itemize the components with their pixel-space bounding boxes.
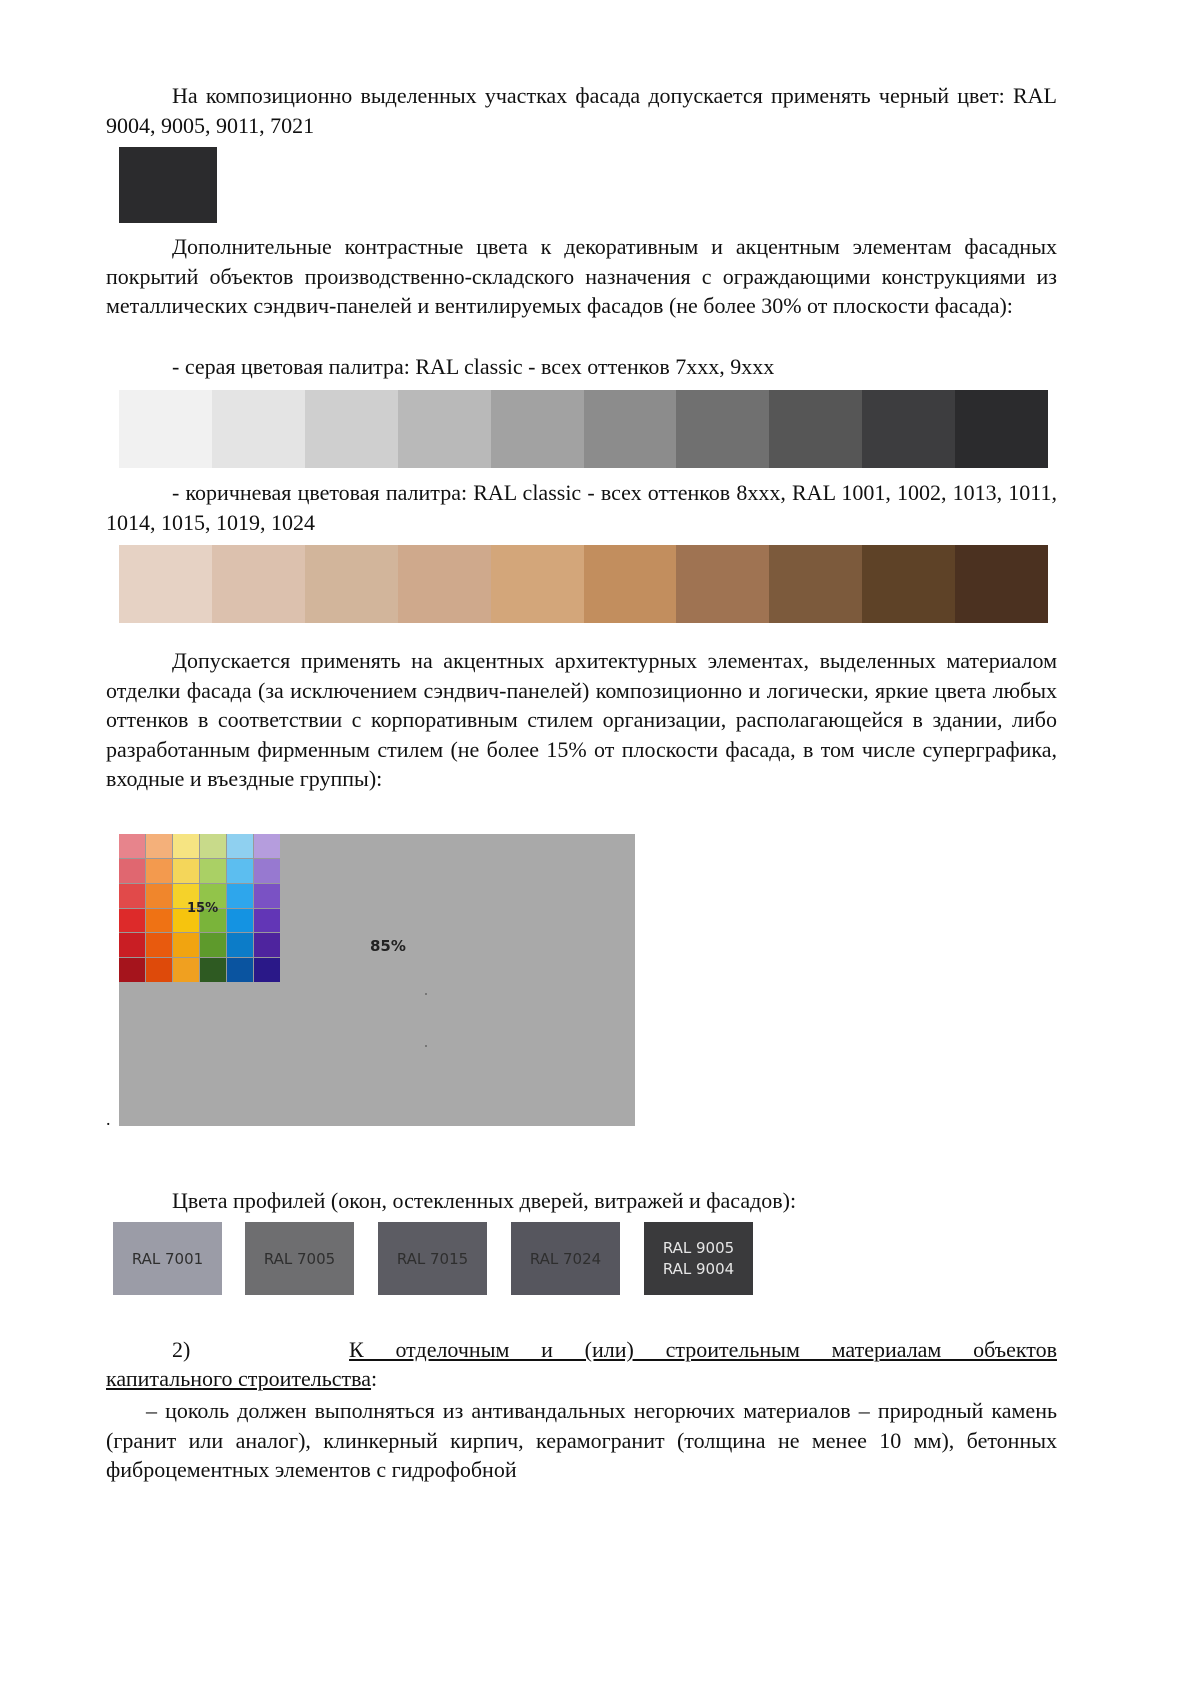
gray-palette-swatch: [212, 390, 305, 468]
stray-period: .: [106, 1109, 111, 1129]
section-heading-line2: [106, 1364, 377, 1394]
bright-color-cell: [254, 834, 280, 858]
bright-color-cell: [146, 834, 172, 858]
bright-color-cell: [146, 859, 172, 883]
paragraph-plinth: – цоколь должен выполняться из антивандальных негорючих материалов – природный камень (гранит или аналог), клинкерный кирпич, керамогранит (толщина не менее 10 мм), бетонных фиброцементных элементов с гидрофобной: [106, 1398, 1057, 1483]
gray-palette-swatch: [305, 390, 398, 468]
section-number: 2): [172, 1337, 191, 1362]
bright-color-cell: [119, 834, 145, 858]
bright-color-cell: [173, 958, 199, 982]
profile-swatch: [378, 1222, 487, 1295]
profiles-caption: Цвета профилей (окон, остекленных дверей, витражей и фасадов):: [172, 1188, 797, 1213]
paragraph-black-color: На композиционно выделенных участках фасада допускается применять черный цвет: RAL 9004, 9005, 9011, 7021: [106, 83, 1057, 138]
bright-color-cell: [146, 933, 172, 957]
gray-palette-swatch: [584, 390, 677, 468]
bright-color-cell: [119, 933, 145, 957]
bright-color-cell: [254, 933, 280, 957]
bright-color-cell: [227, 933, 253, 957]
ratio-label-small: 15%: [187, 901, 219, 916]
brown-palette-swatch: [676, 545, 769, 623]
brown-palette-swatch: [398, 545, 491, 623]
bright-color-cell: [227, 884, 253, 908]
brown-palette-swatch: [862, 545, 955, 623]
paragraph-contrast-colors: Дополнительные контрастные цвета к декоративным и акцентным элементам фасадных покрытий объектов производственно-складского назначения с ограждающими конструкциями из металлических сэндвич-панелей и вентилируемых фасадов (не более 30% от плоскости фасада):: [106, 234, 1057, 319]
section-heading-line1: [106, 1335, 1057, 1365]
bright-color-cell: [146, 958, 172, 982]
section-heading-part2: капитального строительства: [106, 1366, 372, 1391]
brown-palette-swatch: [769, 545, 862, 623]
gray-palette-swatch: [769, 390, 862, 468]
bright-color-cell: [254, 909, 280, 933]
brown-palette-caption: - коричневая цветовая палитра: RAL classic - всех оттенков 8ххх, RAL 1001, 1002, 1013, 1011, 1014, 1015, 1019, 1024: [106, 480, 1057, 535]
profile-label: RAL 7005: [263, 1249, 336, 1268]
bright-color-cell: [200, 933, 226, 957]
profile-swatch: [113, 1222, 222, 1295]
bright-color-cell: [254, 958, 280, 982]
bright-color-cell: [200, 859, 226, 883]
section-heading-part1: К отделочным и (или) строительным материалам объектов: [349, 1337, 1057, 1362]
bright-color-cell: [146, 884, 172, 908]
section-heading-colon: :: [371, 1366, 378, 1391]
bright-color-cell: [200, 834, 226, 858]
bright-color-cell: [173, 859, 199, 883]
color-ratio-diagram: [119, 834, 635, 1126]
brown-palette-swatch: [491, 545, 584, 623]
bright-color-cell: [227, 859, 253, 883]
bright-color-cell: [227, 834, 253, 858]
gray-palette-swatch: [862, 390, 955, 468]
profile-swatch: [511, 1222, 620, 1295]
gray-palette-caption: - серая цветовая палитра: RAL classic - всех оттенков 7ххх, 9ххх: [172, 354, 775, 379]
black-color-swatch: [119, 147, 217, 223]
brown-palette-swatch: [584, 545, 677, 623]
gray-palette-swatch: [955, 390, 1048, 468]
profile-colors-row: [113, 1222, 753, 1295]
bright-color-cell: [227, 958, 253, 982]
profile-label: RAL 7024: [529, 1249, 602, 1268]
profile-swatch: [245, 1222, 354, 1295]
gray-palette-strip: [119, 390, 1048, 468]
profile-label: RAL 7015: [396, 1249, 469, 1268]
brown-palette-swatch: [212, 545, 305, 623]
profile-swatch: [644, 1222, 753, 1295]
gray-palette-swatch: [398, 390, 491, 468]
bright-color-cell: [119, 909, 145, 933]
paragraph-bright-colors: Допускается применять на акцентных архитектурных элементах, выделенных материалом отделки фасада (за исключением сэндвич-панелей) композиционно и логически, яркие цвета любых оттенков в соответствии с корпоративным стилем организации, располагающейся в здании, либо разработанным фирменным стилем (не более 15% от плоскости фасада, в том числе суперграфика, входные и въездные группы):: [106, 648, 1057, 792]
profile-label: RAL 7001: [131, 1249, 204, 1268]
bright-color-cell: [119, 859, 145, 883]
bright-color-cell: [227, 909, 253, 933]
brown-palette-swatch: [305, 545, 398, 623]
brown-palette-swatch: [955, 545, 1048, 623]
ratio-label-large: 85%: [370, 937, 406, 955]
bright-color-cell: [173, 933, 199, 957]
bright-color-cell: [254, 884, 280, 908]
gray-palette-swatch: [119, 390, 212, 468]
gray-palette-swatch: [676, 390, 769, 468]
bright-color-cell: [200, 958, 226, 982]
brown-palette-swatch: [119, 545, 212, 623]
gray-palette-swatch: [491, 390, 584, 468]
profile-label: RAL 9005: [662, 1239, 735, 1257]
bright-color-cell: [254, 859, 280, 883]
bright-color-cell: [173, 834, 199, 858]
brown-palette-strip: [119, 545, 1048, 623]
bright-color-cell: [146, 909, 172, 933]
bright-color-cell: [119, 958, 145, 982]
bright-color-cell: [119, 884, 145, 908]
profile-label: RAL 9004: [662, 1260, 735, 1278]
